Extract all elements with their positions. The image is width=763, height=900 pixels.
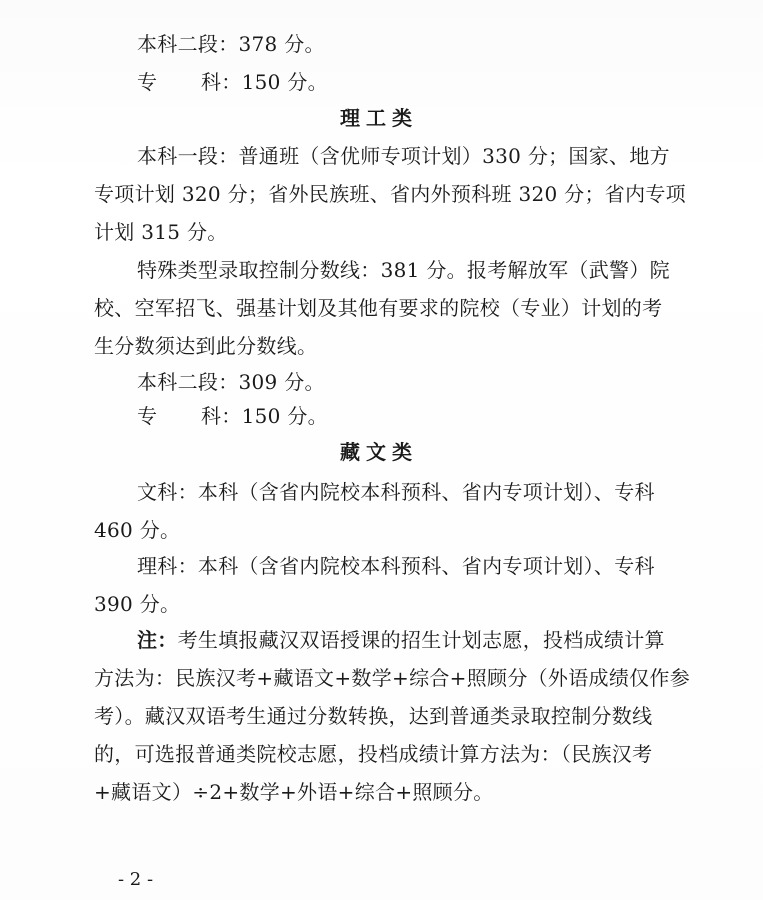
page-number: - 2 - — [118, 869, 154, 890]
tibetan-note-line1 — [137, 626, 665, 654]
vocational-arts-label: 专 — [137, 70, 158, 94]
science-heading: 理工类 — [340, 106, 418, 130]
tier2-arts-line: 本科二段：378 分。 — [137, 32, 325, 56]
tibetan-arts-line1: 文科：本科（含省内院校本科预科、省内专项计划）、专科 — [137, 480, 655, 504]
science-special-line3: 生分数须达到此分数线。 — [94, 334, 318, 358]
science-tier1-line1: 本科一段：普通班（含优师专项计划）330 分；国家、地方 — [137, 144, 670, 168]
science-tier2-line: 本科二段：309 分。 — [137, 370, 325, 394]
note-label: 注： — [137, 628, 178, 652]
tibetan-heading: 藏文类 — [340, 440, 418, 464]
science-special-line1: 特殊类型录取控制分数线：381 分。报考解放军（武警）院 — [137, 258, 670, 282]
science-tier1-line3: 计划 315 分。 — [94, 220, 228, 244]
science-special-line2: 校、空军招飞、强基计划及其他有要求的院校（专业）计划的考 — [94, 296, 663, 320]
vocational-arts-value: 科：150 分。 — [201, 70, 328, 94]
tibetan-note-line5: +藏语文）÷2+数学+外语+综合+照顾分。 — [94, 780, 494, 804]
note-text-1: 考生填报藏汉双语授课的招生计划志愿，投档成绩计算 — [177, 628, 665, 652]
tibetan-note-line3: 考）。藏汉双语考生通过分数转换，达到普通类录取控制分数线 — [94, 704, 653, 728]
science-tier1-line2: 专项计划 320 分；省外民族班、省内外预科班 320 分；省内专项 — [94, 182, 686, 206]
science-vocational-label: 专 — [137, 404, 158, 428]
tibetan-science-line1: 理科：本科（含省内院校本科预科、省内专项计划）、专科 — [137, 554, 655, 578]
science-vocational-value: 科：150 分。 — [201, 404, 328, 428]
tibetan-science-line2: 390 分。 — [94, 592, 181, 616]
tibetan-arts-line2: 460 分。 — [94, 518, 181, 542]
tibetan-note-line4: 的，可选报普通类院校志愿，投档成绩计算方法为：（民族汉考 — [94, 742, 653, 766]
tibetan-note-line2: 方法为：民族汉考+藏语文+数学+综合+照顾分（外语成绩仅作参 — [94, 666, 691, 690]
